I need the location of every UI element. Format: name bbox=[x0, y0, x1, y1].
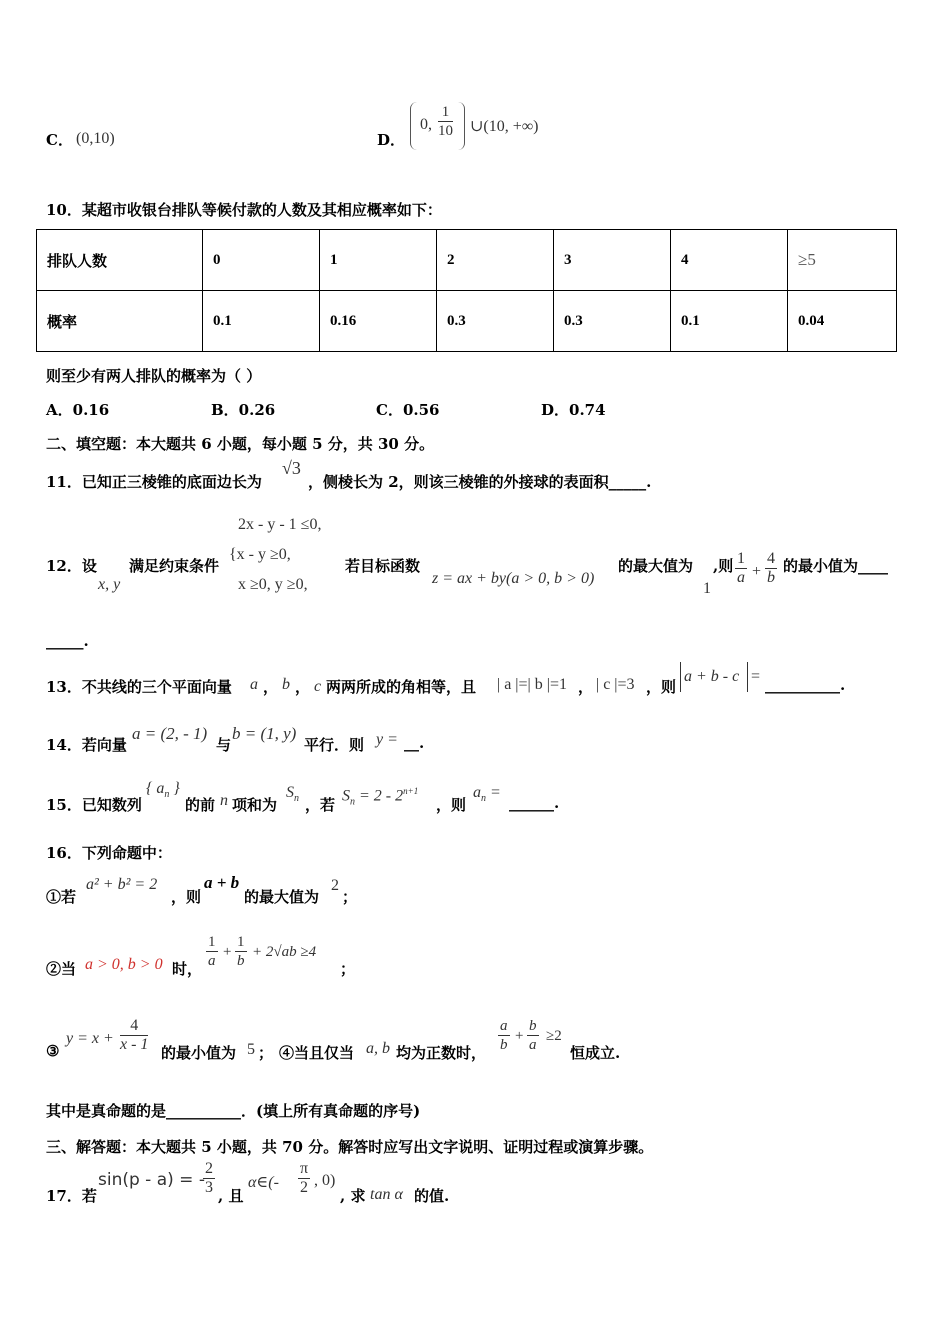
an-eq: = bbox=[486, 784, 501, 801]
option-a: A．0.16 bbox=[46, 401, 110, 419]
an-a: a bbox=[473, 784, 481, 801]
q12-constraint-1: 2x - y - 1 ≤0, bbox=[238, 516, 322, 533]
q16-p3-val: 5 bbox=[247, 1041, 255, 1058]
option-d-fraction bbox=[438, 103, 453, 140]
fraction-denominator: x - 1 bbox=[120, 1036, 149, 1053]
fraction-denominator: b bbox=[237, 953, 245, 969]
q15-sequence bbox=[146, 780, 180, 800]
q11-blank: _____ bbox=[608, 473, 647, 491]
q16-p3-end: ； bbox=[258, 1044, 274, 1062]
fraction-numerator: 1 bbox=[438, 103, 453, 122]
q14-mid: 平行．则 bbox=[304, 736, 365, 754]
q12-constraint-3: x ≥0, y ≥0, bbox=[238, 576, 308, 593]
table-cell: 0.04 bbox=[788, 291, 897, 352]
sn-s: S bbox=[286, 784, 294, 801]
fraction-denominator: a bbox=[529, 1037, 537, 1053]
q10-question: 则至少有两人排队的概率为（ ） bbox=[46, 367, 262, 385]
table-row bbox=[37, 291, 897, 352]
q13-cond1: | a |=| b |=1 bbox=[497, 676, 567, 693]
q12-vars: x, y bbox=[98, 576, 121, 593]
q11-sqrt3: √3 bbox=[282, 458, 301, 478]
seq-sub: n bbox=[164, 789, 170, 801]
fraction-denominator: 3 bbox=[205, 1179, 213, 1196]
q17-mid2: , 求 bbox=[340, 1187, 366, 1205]
q12-plus: + bbox=[752, 563, 762, 580]
option-b: B．0.26 bbox=[211, 401, 276, 419]
q16-p4-pre: ④当且仅当 bbox=[279, 1044, 355, 1062]
q12-objective: z = ax + by(a > 0, b > 0) bbox=[432, 570, 595, 587]
q17-frac bbox=[203, 1160, 215, 1197]
q12-tail: 的最小值为____ bbox=[783, 557, 889, 575]
q15-mid4: ，则 bbox=[436, 796, 467, 814]
option-d-tail: ∪(10, +∞) bbox=[470, 118, 539, 135]
q16-p4-rest: ≥2 bbox=[546, 1028, 562, 1044]
q15-n: n bbox=[220, 792, 228, 809]
q16-p4-frac1 bbox=[498, 1017, 510, 1054]
probability-table bbox=[36, 229, 897, 352]
q17-range: α∈(- bbox=[248, 1174, 279, 1191]
q11-text-a: 11．已知正三棱锥的底面边长为 bbox=[46, 473, 262, 491]
q16-p3-lhs: y = x + bbox=[66, 1030, 114, 1047]
fraction-denominator: a bbox=[737, 569, 745, 586]
q11-text: ，侧棱长为 2，则该三棱锥的外接球的表面积 bbox=[308, 473, 609, 491]
q12-fraction-2 bbox=[765, 550, 777, 587]
vector-b: b bbox=[282, 676, 290, 693]
fraction-numerator: b bbox=[529, 1018, 537, 1034]
vector-c: c bbox=[314, 678, 322, 695]
q16-p2-mid: 时， bbox=[172, 960, 203, 978]
seq-open: { a bbox=[146, 780, 165, 797]
q15-mid2: 项和为 bbox=[232, 796, 278, 814]
fraction-numerator: π bbox=[300, 1160, 309, 1177]
table-cell: ≥5 bbox=[788, 230, 897, 291]
q13-sep2: ， bbox=[295, 678, 311, 696]
q14-with: 与 bbox=[216, 736, 232, 754]
section-2-title: 二、填空题：本大题共 6 小题，每小题 5 分，共 30 分。 bbox=[46, 435, 435, 453]
q13-sep1: ， bbox=[263, 678, 279, 696]
q17-pi-frac bbox=[298, 1160, 310, 1197]
q16-p2-rest: + 2√ab ≥4 bbox=[252, 944, 317, 960]
q13-text: 13．不共线的三个平面向量 bbox=[46, 678, 232, 696]
q16-p4-vars: a, b bbox=[366, 1040, 390, 1057]
table-cell: 0 bbox=[203, 230, 320, 291]
fraction-denominator: 2 bbox=[300, 1179, 309, 1196]
eq-s: S bbox=[342, 787, 350, 805]
table-cell: 1 bbox=[320, 230, 437, 291]
eq-sub: n bbox=[350, 796, 355, 808]
q12-blank-continued: _____. bbox=[46, 632, 89, 650]
q16-p1-pre: ①若 bbox=[46, 888, 77, 906]
q15-mid1: 的前 bbox=[185, 796, 216, 814]
q14-blank: __. bbox=[404, 734, 425, 752]
q15-text: 15．已知数列 bbox=[46, 796, 142, 814]
fraction-denominator: b bbox=[767, 569, 775, 586]
q13-sep4: ，则 bbox=[646, 678, 677, 696]
q12-mid: 满足约束条件 bbox=[129, 557, 220, 575]
q16-stem: 16．下列命题中： bbox=[46, 844, 172, 862]
fraction-numerator: 1 bbox=[208, 934, 216, 950]
q13-expr: a + b - c bbox=[684, 668, 740, 685]
q16-p2-pre: ②当 bbox=[46, 960, 77, 978]
table-header-cell: 排队人数 bbox=[37, 230, 203, 291]
q17-tan: tan α bbox=[370, 1186, 403, 1203]
q13-eq: = bbox=[751, 668, 761, 685]
q16-p2-cond: a > 0, b > 0 bbox=[85, 956, 163, 973]
table-row bbox=[37, 230, 897, 291]
table-cell: 4 bbox=[671, 230, 788, 291]
table-header-cell: 概率 bbox=[37, 291, 203, 352]
q16-p2-frac1 bbox=[206, 933, 218, 970]
option-d: D．0.74 bbox=[541, 401, 606, 419]
q12-num: 12．设 bbox=[46, 557, 97, 575]
table-cell: 0.3 bbox=[437, 291, 554, 352]
fraction-numerator: 2 bbox=[205, 1160, 213, 1177]
q14-vector-a: a = (2, - 1) bbox=[132, 724, 208, 743]
fraction-numerator: 4 bbox=[120, 1017, 148, 1036]
q16-p4-frac2 bbox=[527, 1017, 539, 1054]
q16-p1-val: 2 bbox=[331, 877, 339, 894]
table-cell: 0.3 bbox=[554, 291, 671, 352]
eq-rest: = 2 - 2 bbox=[355, 787, 404, 805]
q16-p3-frac bbox=[120, 1017, 148, 1054]
q13-blank: __________. bbox=[765, 676, 846, 694]
fraction-numerator: 1 bbox=[737, 550, 745, 567]
q16-p1-expr: a + b bbox=[204, 873, 240, 892]
seq-close: } bbox=[169, 780, 180, 797]
fraction-denominator: b bbox=[500, 1037, 508, 1053]
q16-p3-pre: ③ bbox=[46, 1042, 60, 1060]
q16-p1-mid: ，则 bbox=[171, 888, 202, 906]
q16-p2-plus: + bbox=[223, 944, 232, 960]
fraction-numerator: 1 bbox=[237, 934, 245, 950]
q11-end: . bbox=[646, 473, 652, 491]
table-cell: 3 bbox=[554, 230, 671, 291]
q10-stem: 10．某超市收银台排队等候付款的人数及其相应概率如下： bbox=[46, 201, 442, 219]
table-cell: 0.16 bbox=[320, 291, 437, 352]
option-c-value: (0,10) bbox=[76, 130, 115, 147]
q12-mid2: 若目标函数 bbox=[345, 557, 421, 575]
q13-sep3: ， bbox=[578, 678, 594, 696]
eq-sup: n+1 bbox=[403, 786, 419, 796]
q16-p3-mid: 的最小值为 bbox=[161, 1044, 237, 1062]
q13-mid: 两两所成的角相等，且 bbox=[326, 678, 477, 696]
option-c-label: C． bbox=[46, 131, 73, 149]
q12-constraint-2: {x - y ≥0, bbox=[229, 546, 291, 563]
q12-one: 1 bbox=[703, 580, 711, 597]
option-d-open: 0, bbox=[420, 116, 432, 133]
option-d-bracket-left bbox=[410, 102, 417, 150]
q15-an bbox=[473, 784, 501, 804]
q15-sn bbox=[286, 784, 299, 804]
option-d-label: D． bbox=[377, 131, 406, 149]
q16-p2-end: ； bbox=[340, 960, 356, 978]
an-sub: n bbox=[481, 793, 486, 805]
q15-blank: ______. bbox=[509, 794, 560, 812]
q12-fraction-1 bbox=[735, 550, 747, 587]
q17-range-end: , 0) bbox=[314, 1172, 336, 1189]
q12-ze: ,则 bbox=[713, 557, 734, 575]
q16-answer: 其中是真命题的是__________．(填上所有真命题的序号) bbox=[46, 1102, 421, 1120]
q16-p1-end: ； bbox=[342, 888, 358, 906]
q17-end: 的值. bbox=[414, 1187, 450, 1205]
table-cell: 0.1 bbox=[671, 291, 788, 352]
sn-sub: n bbox=[294, 793, 299, 805]
fraction-numerator: 4 bbox=[767, 550, 775, 567]
q14-vector-b: b = (1, y) bbox=[232, 724, 297, 743]
q12-mid3: 的最大值为 bbox=[618, 557, 694, 575]
q15-equation bbox=[342, 786, 418, 808]
section-3-title: 三、解答题：本大题共 5 小题，共 70 分。解答时应写出文字说明、证明过程或演算步骤。 bbox=[46, 1138, 654, 1156]
q17-pre: 17．若 bbox=[46, 1187, 97, 1205]
option-d-bracket-right bbox=[458, 102, 465, 150]
q16-p1-cond: a² + b² = 2 bbox=[86, 876, 158, 893]
q16-p4-end: 恒成立. bbox=[570, 1044, 621, 1062]
table-cell: 2 bbox=[437, 230, 554, 291]
fraction-denominator: 10 bbox=[438, 123, 453, 139]
q14-text: 14．若向量 bbox=[46, 736, 127, 754]
fraction-numerator: a bbox=[500, 1018, 508, 1034]
q16-p2-frac2 bbox=[235, 933, 247, 970]
q17-mid: , 且 bbox=[218, 1187, 244, 1205]
fraction-denominator: a bbox=[208, 953, 216, 969]
table-cell: 0.1 bbox=[203, 291, 320, 352]
q14-y: y = bbox=[376, 731, 398, 748]
vector-a: a bbox=[250, 676, 258, 693]
q17-lhs: sin(p - a) = - bbox=[98, 1170, 205, 1190]
q15-mid3: ，若 bbox=[305, 796, 336, 814]
option-c: C．0.56 bbox=[376, 401, 440, 419]
q16-p4-mid: 均为正数时， bbox=[396, 1044, 487, 1062]
q16-p1-post: 的最大值为 bbox=[244, 888, 320, 906]
q11-text-b bbox=[308, 471, 651, 492]
q16-p4-plus: + bbox=[515, 1028, 524, 1044]
q13-cond2: | c |=3 bbox=[596, 676, 635, 693]
